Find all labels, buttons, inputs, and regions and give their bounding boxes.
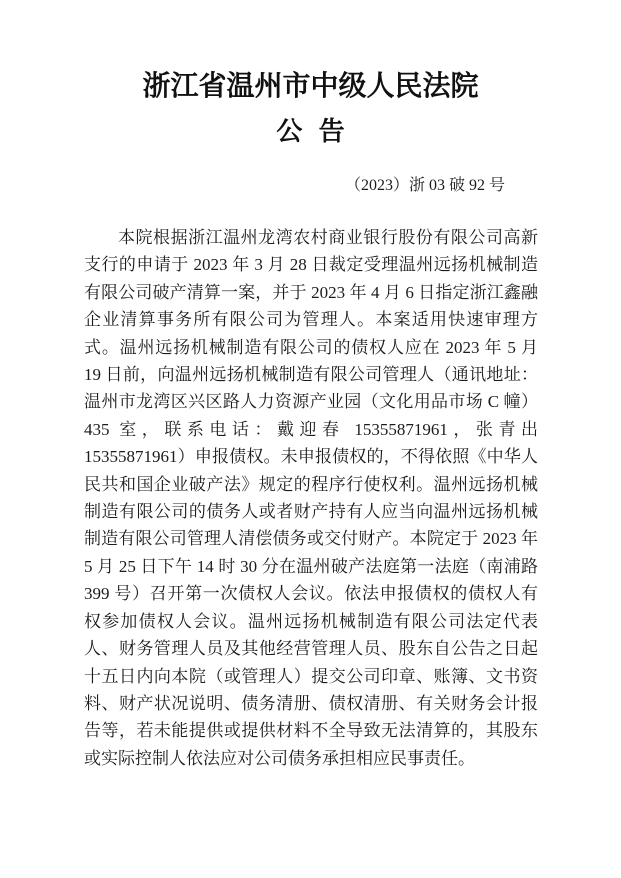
notice-title: 公 告 <box>276 116 345 146</box>
case-number: （2023）浙 03 破 92 号 <box>344 177 505 194</box>
court-title: 浙江省温州市中级人民法院 <box>142 70 479 101</box>
notice-body: 本院根据浙江温州龙湾农村商业银行股份有限公司高新支行的申请于 2023 年 3 月 28 日裁定受理温州远扬机械制造有限公司破产清算一案，并于 2023 年 4 月 6 日指定浙江鑫融企业清算事务所有限公司为管理人。本案适用快速审理方式。温州远扬机械制造有限公司的债权人应在 2023 年 5 月 19 日前，向温州远扬机械制造有限公司管理人（通讯地址：温州市龙湾区兴区路人力资源产业园（文化用品市场 C 幢）435 室，联系电话：戴迎春 15355871961，张青出 15355871961）申报债权。未申报债权的，不得依照《中华人民共和国企业破产法》规定的程序行使权利。温州远扬机械制造有限公司的债务人或者财产持有人应当向温州远扬机械制造有限公司管理人清偿债务或交付财产。本院定于 2023 年 5 月 25 日下午 14 时 30 分在温州破产法庭第一法庭（南浦路 399 号）召开第一次债权人会议。依法申报债权的债权人有权参加债权人会议。温州远扬机械制造有限公司法定代表人、财务管理人员及其他经营管理人员、股东自公告之日起十五日内向本院（或管理人）提交公司印章、账簿、文书资料、财产状况说明、债务清册、债权清册、有关财务会计报告等，若未能提供或提供材料不全导致无法清算的，其股东或实际控制人依法应对公司债务承担相应民事责任。 <box>84 228 538 768</box>
